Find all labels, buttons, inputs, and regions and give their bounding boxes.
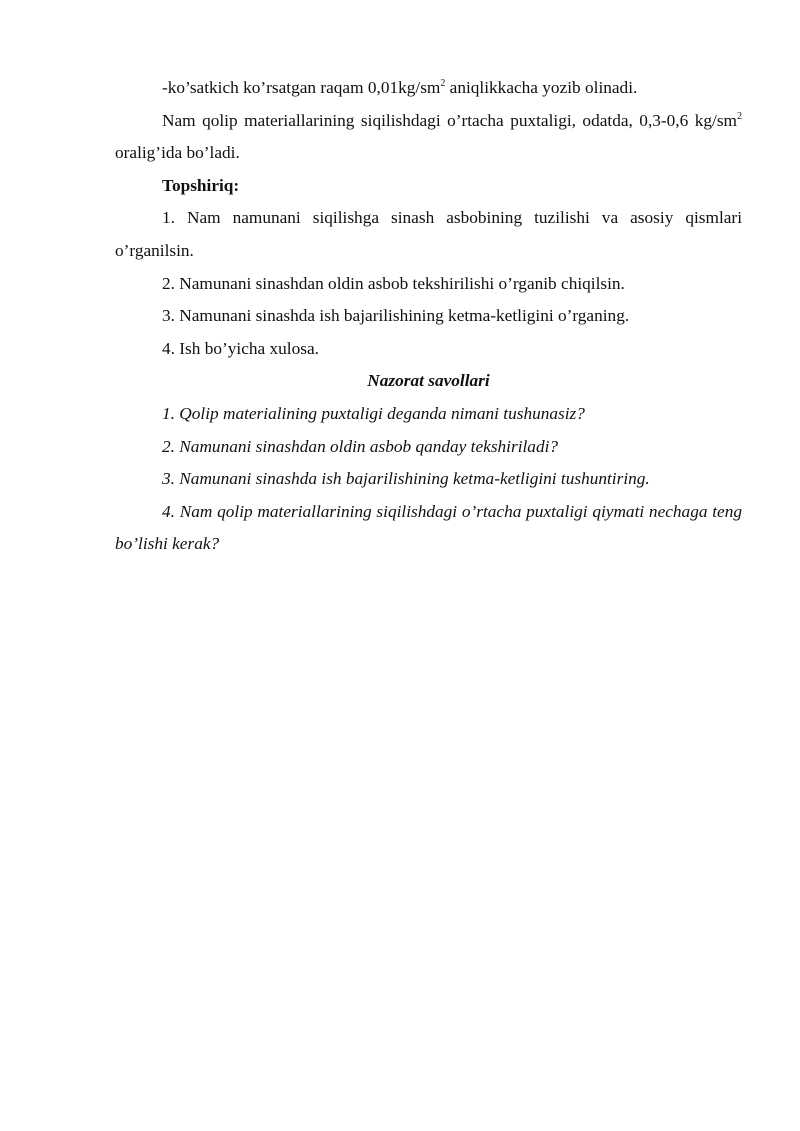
task-heading: Topshiriq:: [162, 175, 240, 195]
task-item-3: 3. Namunani sinashda ish bajarilishining ketma-ketligini o’rganing.: [162, 306, 630, 326]
question-item-3: 3. Namunani sinashda ish bajarilishining ketma-ketligini tushuntiring.: [162, 469, 650, 489]
superscript: 2: [737, 110, 742, 122]
task-item-4: 4. Ish bo’yicha xulosa.: [162, 338, 319, 358]
superscript: 2: [440, 78, 446, 89]
paragraph-text: aniqlikkacha yozib olinadi.: [445, 78, 638, 97]
task-item-2: 2. Namunani sinashdan oldin asbob tekshirilishi o’rganib chiqilsin.: [162, 273, 625, 293]
questions-heading: Nazorat savollari: [367, 371, 490, 391]
paragraph-strength-range: [115, 105, 742, 170]
question-item-4: 4. Nam qolip materiallarining siqilishdagi o’rtacha puxtaligi qiymati nechaga teng bo’lishi kerak?: [115, 501, 742, 554]
paragraph-reading-precision: [115, 72, 742, 105]
question-item-1: 1. Qolip materialining puxtaligi deganda nimani tushunasiz?: [162, 403, 585, 423]
question-item-2: 2. Namunani sinashdan oldin asbob qanday tekshiriladi?: [162, 436, 559, 456]
task-item-1: 1. Nam namunani siqilishga sinash asbobining tuzilishi va asosiy qismlari o’rganilsin.: [115, 208, 742, 260]
document-page: [115, 72, 742, 561]
paragraph-text: -ko’satkich ko’rsatgan raqam 0,01kg/sm: [162, 78, 441, 97]
paragraph-text: oralig’ida bo’ladi.: [115, 143, 240, 163]
paragraph-text: Nam qolip materiallarining siqilishdagi o’rtacha puxtaligi, odatda, 0,3-0,6 kg/sm: [162, 110, 737, 130]
